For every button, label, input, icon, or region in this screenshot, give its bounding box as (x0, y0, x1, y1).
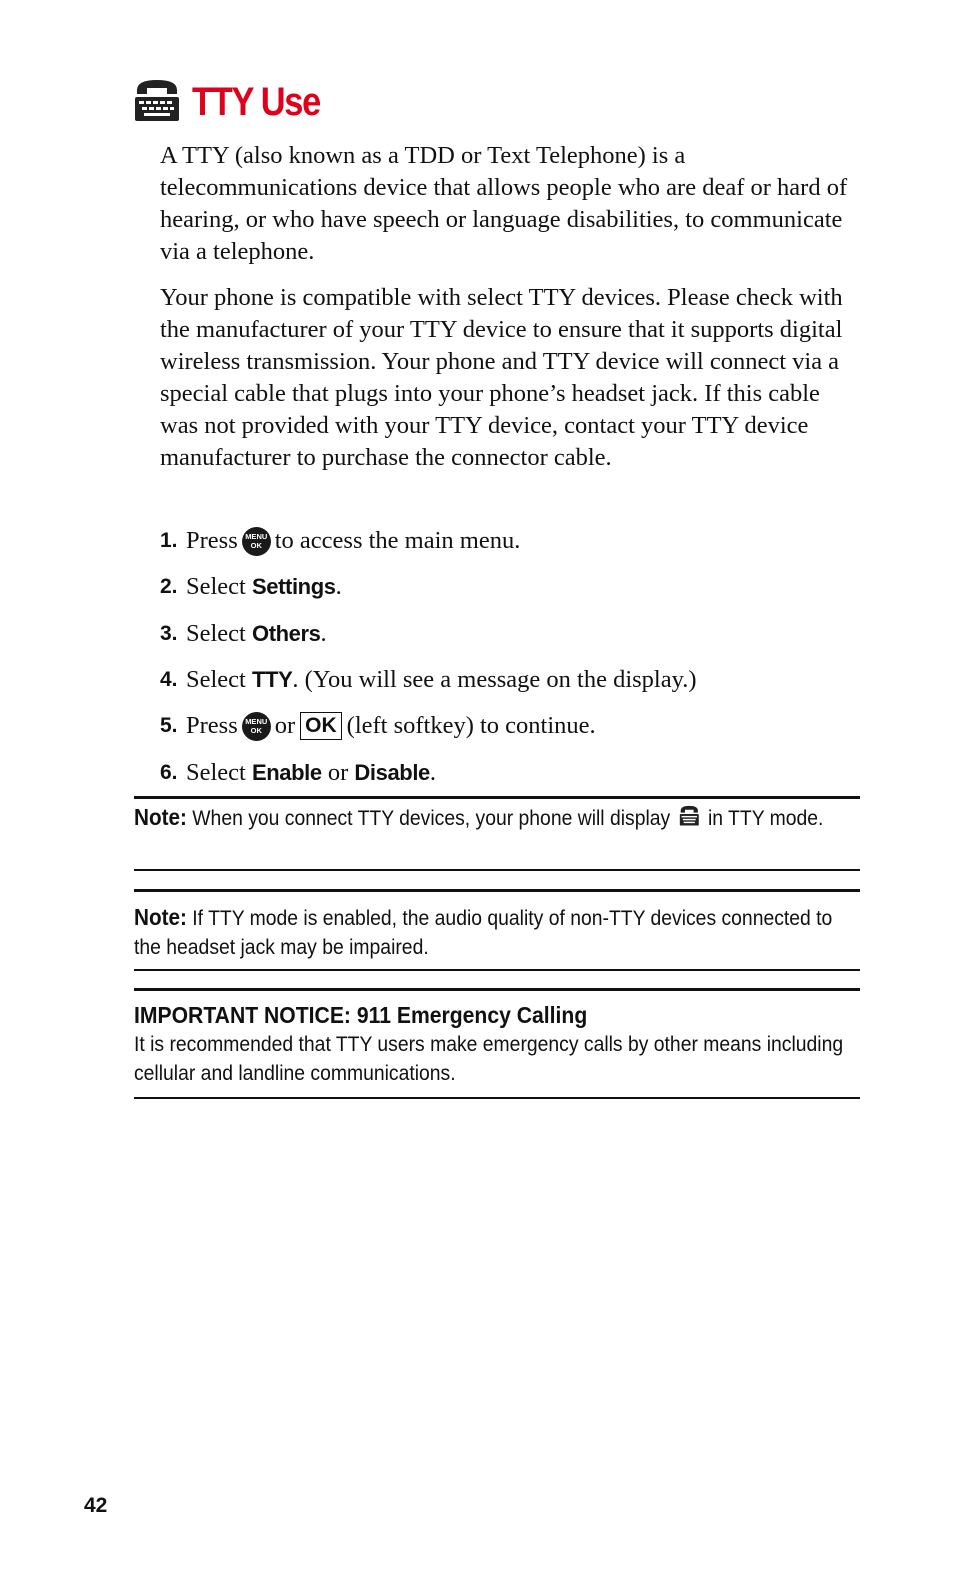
title-row (134, 76, 341, 127)
step-number: 5. (160, 714, 178, 738)
step-text: . (429, 758, 436, 786)
page-title: TTY Use (192, 79, 320, 124)
menu-ok-key-icon: MENU OK (242, 527, 271, 556)
note-text: If TTY mode is enabled, the audio quality of non-TTY devices connected to the headset jack may be impaired. (134, 906, 833, 959)
step-text: . (320, 619, 327, 647)
note-label: Note: (134, 804, 187, 830)
tty-icon (134, 76, 180, 127)
step-text: to access the main menu. (274, 527, 521, 555)
menu-term: Enable (252, 759, 322, 785)
step-number: 3. (160, 621, 178, 645)
steps-list (160, 518, 860, 796)
note-label: Note: (134, 904, 187, 930)
menu-term: Others (252, 620, 321, 646)
tty-icon (679, 804, 699, 834)
notice-heading: IMPORTANT NOTICE: 911 Emergency Calling (134, 1002, 588, 1028)
important-notice-box (134, 988, 860, 1099)
step-number: 1. (160, 529, 178, 553)
step-text: or (327, 758, 349, 786)
step-text: . (335, 573, 342, 601)
step-text: Select (186, 573, 246, 601)
step-text: Select (186, 758, 246, 786)
list-item (160, 518, 860, 564)
note-text: When you connect TTY devices, your phone will display (192, 806, 671, 830)
step-number: 2. (160, 575, 178, 599)
step-text: . (You will see a message on the display.) (292, 666, 697, 694)
ok-softkey-icon: OK (300, 712, 342, 740)
intro-paragraph-1: A TTY (also known as a TDD or Text Telephone) is a telecommunications device that allows people who are deaf or hard of hearing, or who have speech or language disabilities, to communicate via a telephone. (160, 142, 848, 265)
list-item (160, 703, 860, 749)
step-text: (left softkey) to continue. (346, 712, 596, 740)
list-item (160, 657, 860, 703)
menu-term: Settings (252, 574, 336, 600)
note-box (134, 889, 860, 971)
list-item (160, 564, 860, 610)
step-text: Press (186, 527, 238, 555)
step-text: Select (186, 666, 246, 694)
menu-ok-key-icon: MENU OK (242, 712, 271, 741)
notice-text: It is recommended that TTY users make emergency calls by other means including cellular and landline communications. (134, 1032, 844, 1085)
note-box (134, 796, 860, 871)
step-text: Select (186, 619, 246, 647)
list-item (160, 749, 860, 795)
step-number: 4. (160, 668, 178, 692)
step-text: or (274, 712, 296, 740)
list-item (160, 611, 860, 657)
menu-term: Disable (354, 759, 430, 785)
step-text: Press (186, 712, 238, 740)
note-text: in TTY mode. (707, 806, 824, 830)
page-number: 42 (84, 1494, 108, 1517)
intro-paragraph-2: Your phone is compatible with select TTY devices. Please check with the manufacturer of your TTY device to ensure that it supports digital wireless transmission. Your phone and TTY device will connect via a special cable that plugs into your phone’s headset jack. If this cable was not provided with your TTY device, contact your TTY device manufacturer to purchase the connector cable. (160, 284, 843, 471)
menu-term: TTY (252, 667, 293, 693)
step-number: 6. (160, 760, 178, 784)
